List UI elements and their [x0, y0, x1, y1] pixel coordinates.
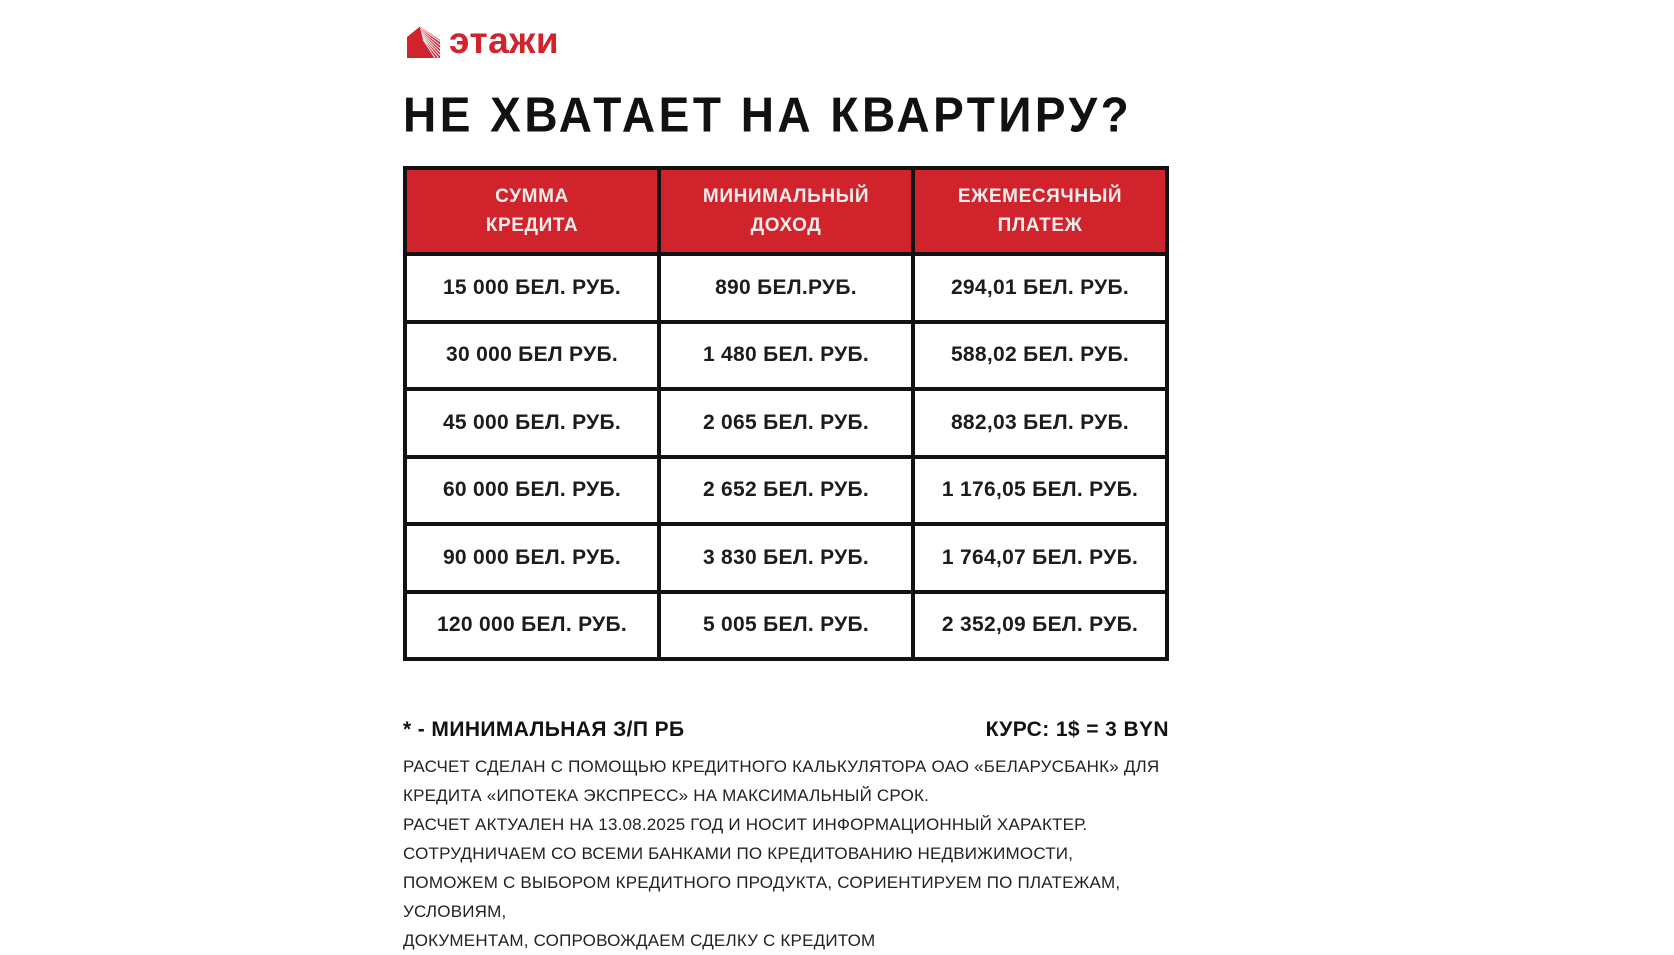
- cell-credit-sum: 45 000 БЕЛ. РУБ.: [405, 389, 659, 457]
- disclaimer-line: РАСЧЕТ СДЕЛАН С ПОМОЩЬЮ КРЕДИТНОГО КАЛЬКУЛЯТОРА ОАО «БЕЛАРУСБАНК» ДЛЯ: [403, 757, 1160, 776]
- disclaimer-line: УСЛОВИЯМ,: [403, 902, 507, 921]
- cell-min-income: 2 065 БЕЛ. РУБ.: [659, 389, 913, 457]
- table-row: [405, 457, 1167, 525]
- cell-credit-sum: 60 000 БЕЛ. РУБ.: [405, 457, 659, 525]
- logo-wordmark: этажи: [449, 20, 560, 61]
- cell-min-income: 2 652 БЕЛ. РУБ.: [659, 457, 913, 525]
- disclaimer-line: КРЕДИТА «ИПОТЕКА ЭКСПРЕСС» НА МАКСИМАЛЬНЫЙ СРОК.: [403, 786, 930, 805]
- cell-monthly-payment: 2 352,09 БЕЛ. РУБ.: [913, 592, 1167, 660]
- cell-monthly-payment: 588,02 БЕЛ. РУБ.: [913, 322, 1167, 390]
- cell-monthly-payment: 294,01 БЕЛ. РУБ.: [913, 254, 1167, 322]
- header-line: КРЕДИТА: [485, 215, 579, 236]
- header-line: ДОХОД: [750, 215, 822, 236]
- table-row: [405, 389, 1167, 457]
- table-row: [405, 254, 1167, 322]
- table-header-row: [405, 168, 1167, 254]
- disclaimer-line: СОТРУДНИЧАЕМ СО ВСЕМИ БАНКАМИ ПО КРЕДИТОВАНИЮ НЕДВИЖИМОСТИ,: [403, 844, 1074, 863]
- cell-credit-sum: 30 000 БЕЛ РУБ.: [405, 322, 659, 390]
- cell-min-income: 1 480 БЕЛ. РУБ.: [659, 322, 913, 390]
- header-line: ПЛАТЕЖ: [997, 215, 1083, 236]
- disclaimer-line: РАСЧЕТ АКТУАЛЕН НА 13.08.2025 ГОД И НОСИТ ИНФОРМАЦИОННЫЙ ХАРАКТЕР.: [403, 815, 1088, 834]
- disclaimer-line: ДОКУМЕНТАМ, СОПРОВОЖДАЕМ СДЕЛКУ С КРЕДИТОМ: [403, 931, 876, 950]
- table-row: [405, 322, 1167, 390]
- header-line: СУММА: [495, 185, 569, 207]
- page-title: НЕ ХВАТАЕТ НА КВАРТИРУ?: [403, 87, 1133, 143]
- header-line: МИНИМАЛЬНЫЙ: [702, 185, 870, 207]
- disclaimer-line: ПОМОЖЕМ С ВЫБОРОМ КРЕДИТНОГО ПРОДУКТА, СОРИЕНТИРУЕМ ПО ПЛАТЕЖАМ,: [403, 873, 1121, 892]
- cell-monthly-payment: 1 176,05 БЕЛ. РУБ.: [913, 457, 1167, 525]
- credit-rate-table: [403, 166, 1169, 661]
- table-row: [405, 592, 1167, 660]
- header-min-income: [659, 168, 913, 254]
- cell-min-income: 890 БЕЛ.РУБ.: [659, 254, 913, 322]
- cell-monthly-payment: 1 764,07 БЕЛ. РУБ.: [913, 524, 1167, 592]
- table-row: [405, 524, 1167, 592]
- header-monthly-payment: [913, 168, 1167, 254]
- cell-min-income: 3 830 БЕЛ. РУБ.: [659, 524, 913, 592]
- cell-credit-sum: 15 000 БЕЛ. РУБ.: [405, 254, 659, 322]
- cell-credit-sum: 90 000 БЕЛ. РУБ.: [405, 524, 659, 592]
- header-line: ЕЖЕМЕСЯЧНЫЙ: [957, 185, 1123, 207]
- cell-monthly-payment: 882,03 БЕЛ. РУБ.: [913, 389, 1167, 457]
- min-salary-footnote: * - МИНИМАЛЬНАЯ З/П РБ: [403, 718, 685, 741]
- cell-min-income: 5 005 БЕЛ. РУБ.: [659, 592, 913, 660]
- footnotes-row: [403, 718, 1169, 742]
- header-credit-sum: [405, 168, 659, 254]
- house-icon: [405, 24, 442, 61]
- disclaimer-paragraph: [403, 752, 1193, 955]
- cell-credit-sum: 120 000 БЕЛ. РУБ.: [405, 592, 659, 660]
- etazhi-logo: [405, 22, 559, 63]
- exchange-rate-note: КУРС: 1$ = 3 BYN: [985, 718, 1169, 741]
